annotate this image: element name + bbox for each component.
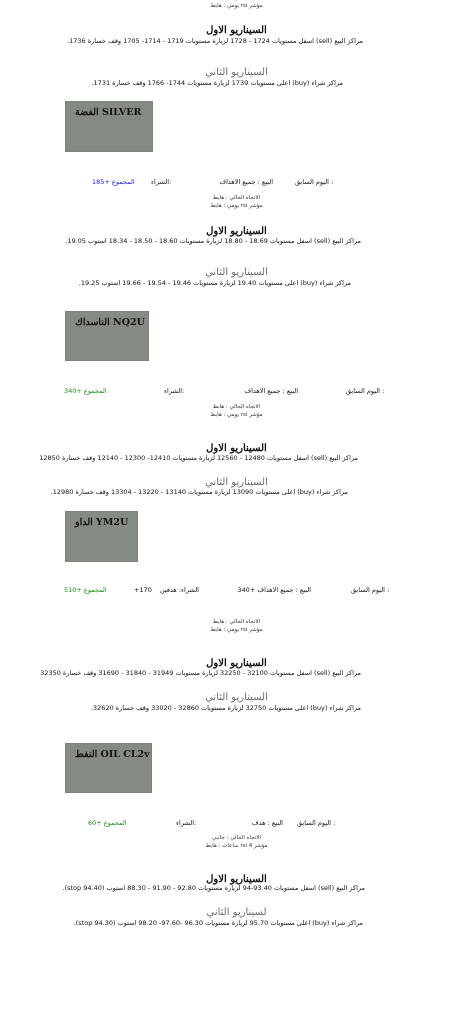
silver-scenario1-title: السيناريو الاول: [206, 25, 267, 36]
silver-total: المجموع +185: [92, 178, 135, 186]
silver-prev-day: اليوم السابق :: [295, 178, 334, 186]
oil-prev-day: اليوم السابق :: [297, 819, 336, 827]
dow-scenario2-text: مراكز شراء (buy) اعلى مستويات 13090 لزيارة مستويات 13140 - 13220 - 13304 وقف خسارة 12980.: [50, 488, 348, 496]
nasdaq-prev-day: اليوم السابق :: [346, 387, 385, 395]
nasdaq-scenario1-title: السيناريو الاول: [206, 226, 267, 237]
dow-buy-value: +170: [134, 586, 152, 594]
nasdaq-scenario2-text: مراكز شراء (buy) اعلى مستويات 19.40 لزيارة مستويات 19.46 - 19.54 - 19.66 استوب 19.25.: [78, 279, 351, 287]
nasdaq-scenario1-text: مراكز البيع (sell) اسفل مستويات 18.69 - 18.80 لزيارة مستويات 18.60 - 18.50 - 18.34 استوب 19.05.: [65, 237, 361, 245]
silver-scenario1-text: مراكز البيع (sell) اسفل مستويات 1724 - 1728 لزيارة مستويات 1719 - 1714- 1705 وقف خسارة 1736.: [67, 37, 363, 45]
dow2-scenario1-text: مراكز البيع (sell) اسفل مستويات 32100 - 32250 لزيارة مستويات 31949 - 31840 - 31690 وقف خسارة 32350: [40, 669, 361, 677]
oil-trend: الاتجاه الحالي : جانبي: [212, 835, 261, 841]
oil-scenario2-title: لسيناريو الثاني: [206, 907, 267, 918]
dow-image: [65, 511, 138, 562]
nasdaq-sell: البيع : جميع الاهداف: [244, 387, 298, 395]
silver-scenario2-title: السيناريو الثاني: [205, 67, 268, 78]
silver-scenario2-text: مراكز شراء (buy) اعلى مستويات 1739 لزيارة مستويات 1744- 1766 وقف خسارة 1731.: [91, 79, 343, 87]
oil-total: المجموع +60: [88, 819, 127, 827]
silver-sell: البيع : جميع الاهداف: [219, 178, 273, 186]
dow-rsi: مؤشر rsi يومي : هابط: [210, 627, 263, 633]
nasdaq-trend: الاتجاه الحالي : هابط: [212, 404, 261, 410]
dow-prev-day: اليوم السابق :: [351, 586, 390, 594]
silver-image-label: الفضة SILVER: [75, 107, 142, 118]
oil-buy: الشراء:: [176, 819, 197, 827]
dow-image-label: الداو YM2U: [75, 517, 129, 528]
nasdaq-buy: الشراء:: [164, 387, 185, 395]
dow-total: المجموع +510: [64, 586, 107, 594]
dow-scenario1-text: مراكز البيع (sell) اسفل مستويات 12480 - 12560 لزيارة مستويات 12410- 12300 - 12140 وقف خسارة 12850: [39, 454, 358, 462]
dow-sell: البيع : جميع الاهداف +340: [237, 586, 311, 594]
oil-image-label: النفط OIL CL2v: [75, 749, 150, 760]
dow-buy: الشراء: هدفين: [159, 586, 199, 594]
oil-scenario2-text: مراكز شراء (buy) اعلى مستويات 95.70 لزيارة مستويات 96.30 -97.60- 98.20 استوب (94.30 stop).: [73, 919, 363, 927]
top-cut-text: .: [235, 0, 238, 3]
nasdaq-image-label: الناسداك NQ2U: [75, 317, 145, 328]
silver-trend: الاتجاه الحالي : هابط: [212, 195, 261, 201]
oil-scenario1-title: السيناريو الاول: [206, 874, 267, 885]
dow-scenario1-title: السيناريو الاول: [206, 443, 267, 454]
silver-buy: الشراء:: [151, 178, 172, 186]
nasdaq-image: [65, 311, 149, 361]
dow-scenario2-title: السيناريو الثاني: [205, 477, 268, 488]
dow2-scenario1-title: السيناريو الاول: [206, 658, 267, 669]
dow2-scenario2-text: مراكز شراء (buy) اعلى مستويات 32750 لزيارة مستويات 32860 - 33020 وقف خسارة 32620.: [90, 704, 361, 712]
top-rsi-line: مؤشر rsi يومي : هابط: [210, 3, 263, 9]
oil-scenario1-text: مراكز البيع (sell) اسفل مستويات 93.40-94 لزيارة مستويات 92.80 - 91.90 - 88.30 استوب (94.40 stop).: [62, 884, 365, 892]
nasdaq-total: المجموع +340: [64, 387, 107, 395]
silver-image: [65, 101, 153, 152]
dow-trend: الاتجاه الحالي : هابط: [212, 619, 261, 625]
silver-rsi: مؤشر rsi يومي : هابط: [210, 203, 263, 209]
oil-image: [65, 743, 152, 793]
nasdaq-scenario2-title: السيناريو الثاني: [205, 267, 268, 278]
oil-rsi: مؤشر rsi 4 ساعات : هابط: [205, 843, 268, 849]
nasdaq-rsi: مؤشر rsi يومي : هابط: [210, 412, 263, 418]
oil-sell: البيع : هدف: [251, 819, 283, 827]
dow2-scenario2-title: السيناريو الثاني: [205, 692, 268, 703]
